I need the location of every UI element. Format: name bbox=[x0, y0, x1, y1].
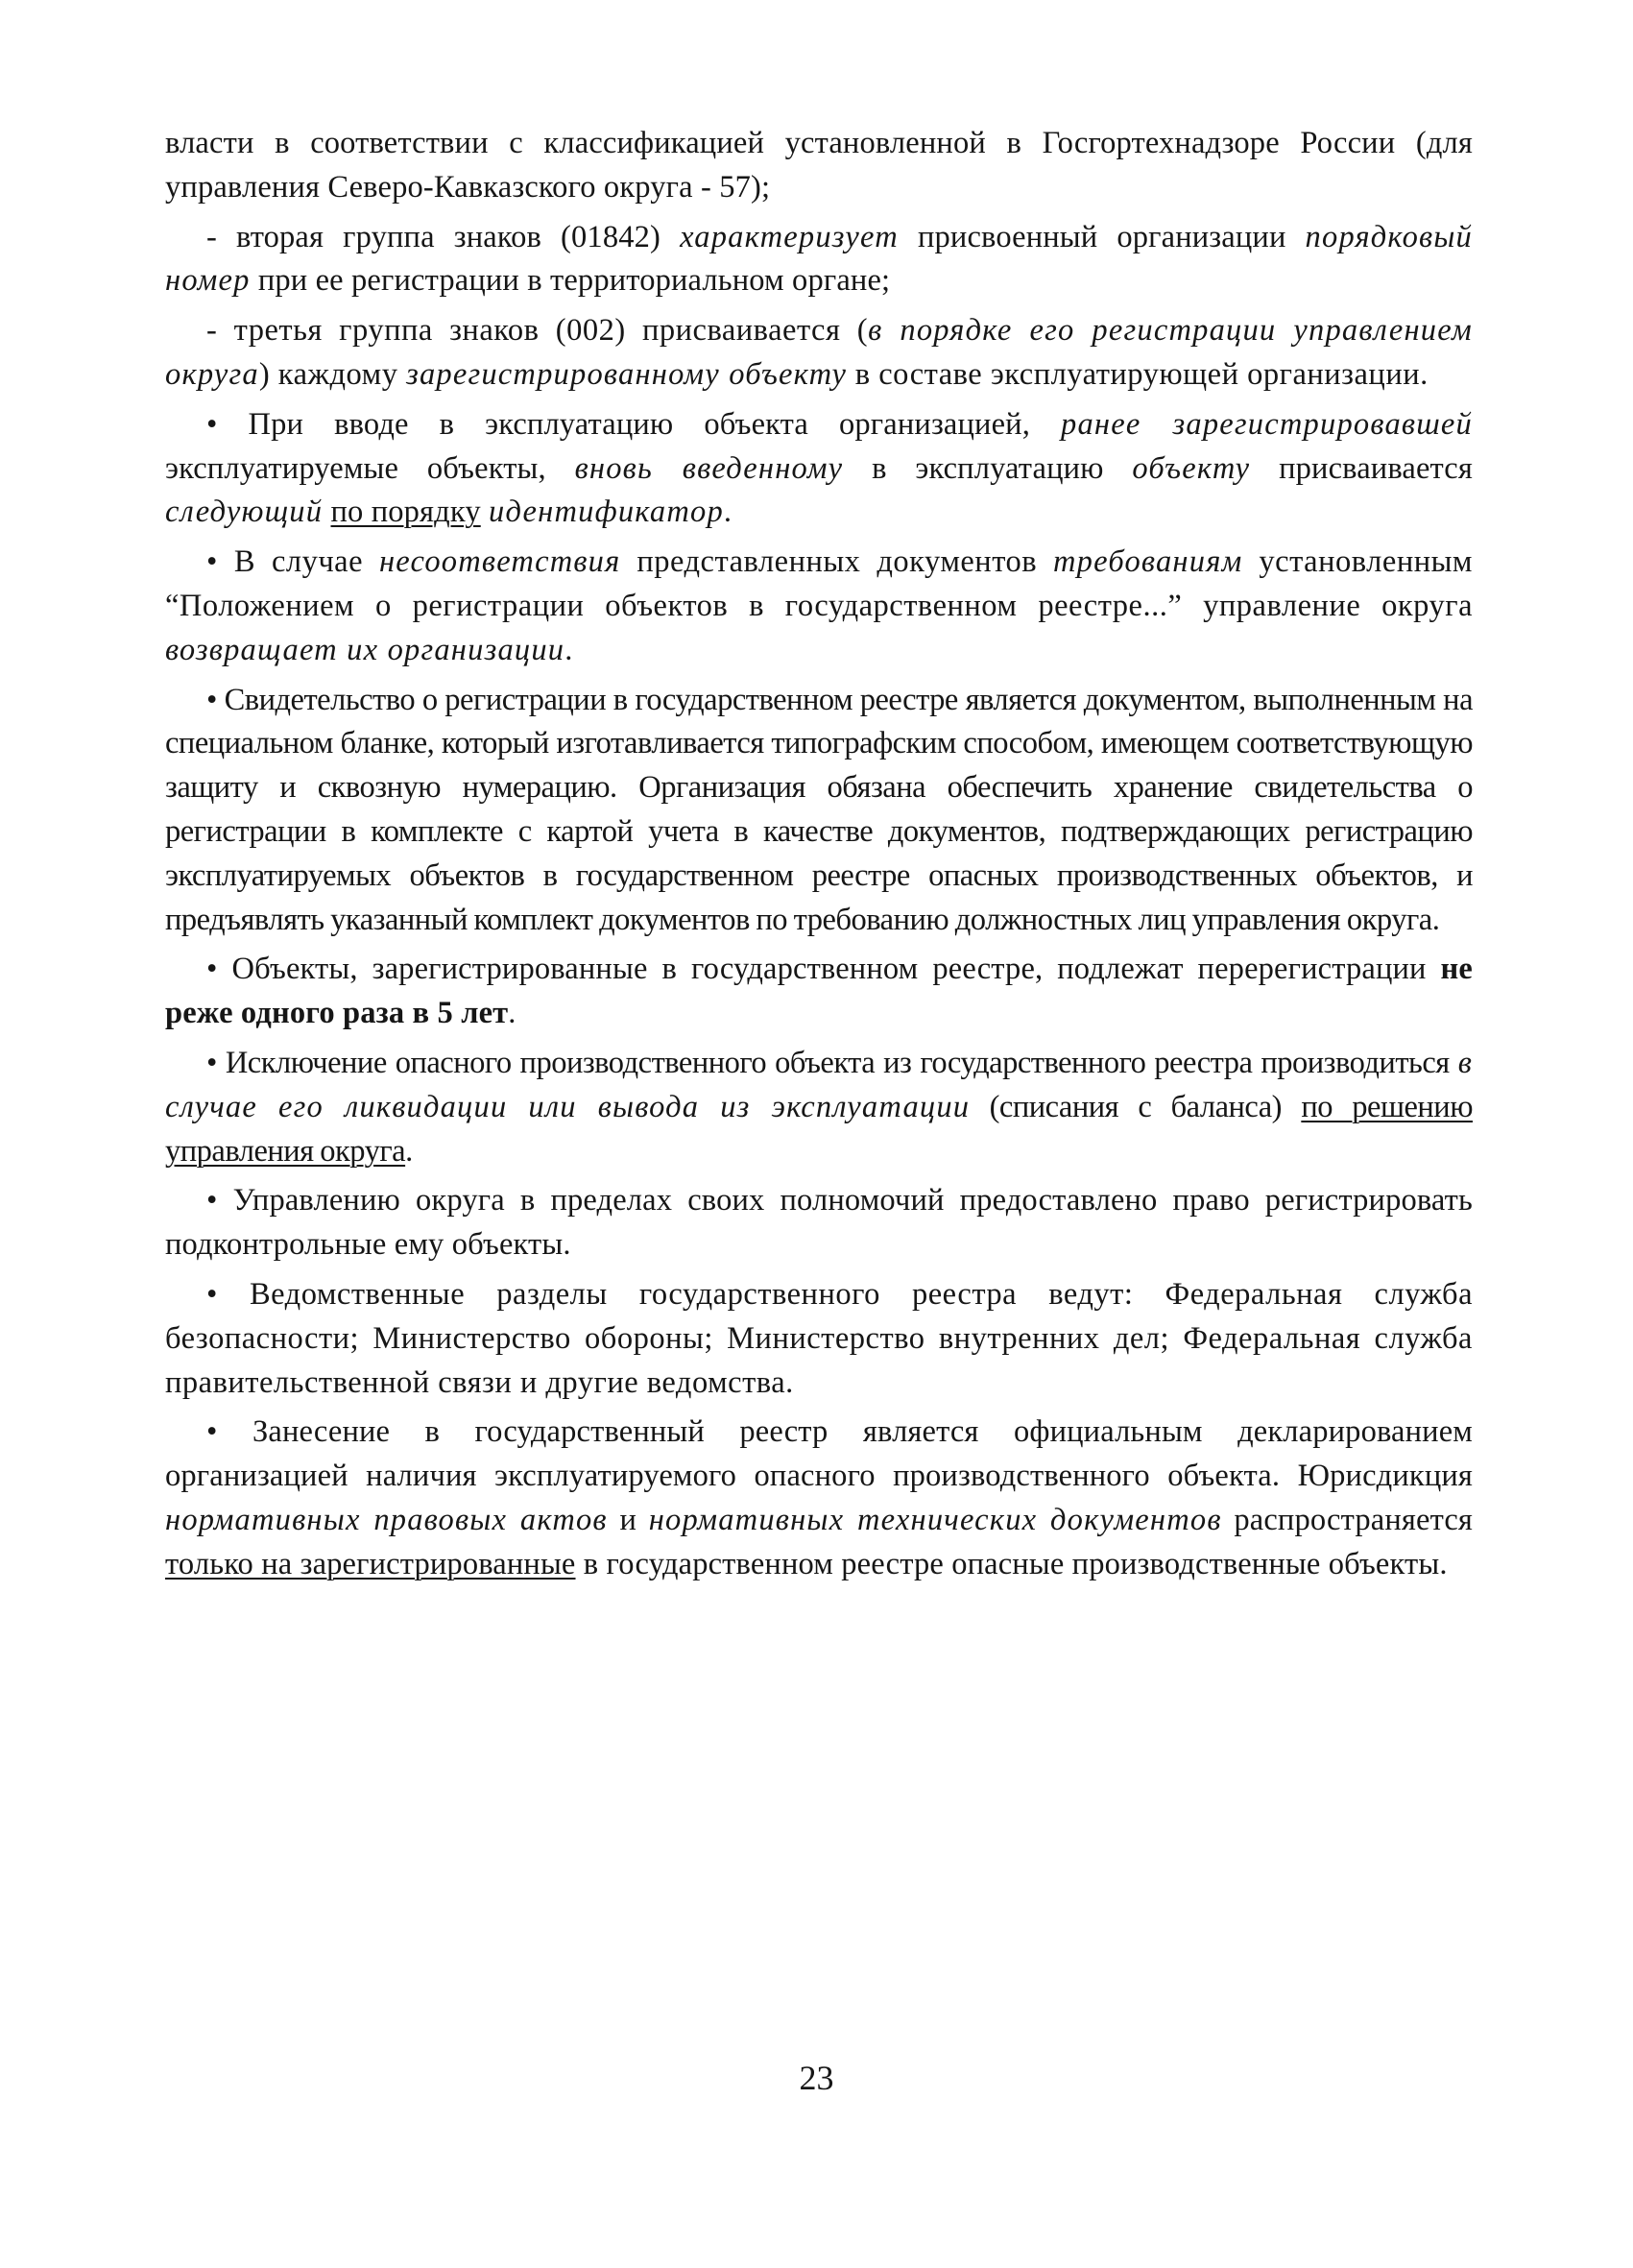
text-run: в случае его ликвидации или вывода из эксплуатации bbox=[165, 1045, 1473, 1124]
text-run: в эксплуатацию bbox=[843, 450, 1133, 486]
text-run: • Занесение в государственный реестр является официальным декларированием организацией наличия эксплуатируемого опасного производственного объекта. Юрисдикция bbox=[165, 1414, 1473, 1494]
text-run: ранее зарегистрировавшей bbox=[1061, 406, 1474, 442]
text-run: • Исключение опасного производственного объекта из государственного реестра производиться bbox=[206, 1045, 1458, 1080]
text-run: власти в соответствии с классификацией установленной в Госгортехнадзоре России (для управления Северо-Кавказского округа - 57); bbox=[165, 126, 1473, 205]
text-run bbox=[481, 495, 489, 529]
text-run: порядковый номер bbox=[165, 219, 1473, 299]
paragraph bbox=[165, 1411, 1473, 1586]
text-run: по решению управления округа bbox=[165, 1089, 1473, 1169]
text-run: присваивается bbox=[1250, 450, 1473, 486]
paragraph bbox=[165, 216, 1473, 304]
text-run: идентификатор bbox=[489, 495, 724, 530]
text-run: несоответствия bbox=[378, 544, 621, 580]
text-run: присвоенный организации bbox=[898, 219, 1306, 254]
text-run: • Объекты, зарегистрированные в государственном реестре, подлежат перерегистрации bbox=[206, 952, 1441, 987]
text-run: не реже одного раза в 5 лет bbox=[165, 952, 1473, 1031]
text-run: зарегистрированному объекту bbox=[406, 356, 848, 392]
paragraph bbox=[165, 1273, 1473, 1405]
text-run: при ее регистрации в территориальном органе; bbox=[250, 263, 891, 299]
text-run: • При вводе в эксплуатацию объекта организацией, bbox=[206, 406, 1061, 442]
text-run: (списания с баланса) bbox=[970, 1089, 1302, 1124]
text-run: - вторая группа знаков (01842) bbox=[206, 219, 681, 254]
text-run: • Свидетельство о регистрации в государственном реестре является документом, выполненным на специальном бланке, который изготавливается типографским способом, имеющем соответствующую защиту и сквозную нумерацию. Организация обязана обеспечить хранение свидетельства о регистрации в комплекте с картой учета в качестве документов, подтверждающих регистрацию эксплуатируемых объектов в государственном реестре опасных производственных объектов, и предъявлять указанный комплект документов по требованию должностных лиц управления округа. bbox=[165, 682, 1473, 937]
paragraph bbox=[165, 1179, 1473, 1267]
text-run: вновь введенному bbox=[574, 450, 844, 486]
paragraph bbox=[165, 948, 1473, 1036]
paragraph bbox=[165, 679, 1473, 943]
text-run: • Ведомственные разделы государственного реестра ведут: Федеральная служба безопасности; Министерство обороны; Министерство внутренних дел; Федеральная служба правительственной связи и другие ведомства. bbox=[165, 1276, 1473, 1400]
text-run: по порядку bbox=[330, 495, 481, 530]
text-run: распространяется bbox=[1221, 1502, 1473, 1537]
paragraph bbox=[165, 122, 1473, 210]
text-run: в составе эксплуатирующей организации. bbox=[847, 356, 1429, 392]
text-run: в порядке его регистрации управлением округа bbox=[165, 313, 1473, 392]
body-text bbox=[165, 122, 1473, 1593]
text-run: эксплуатируемые объекты, bbox=[165, 450, 575, 486]
paragraph bbox=[165, 403, 1473, 535]
text-run: нормативных технических документов bbox=[648, 1502, 1222, 1537]
text-run: • Управлению округа в пределах своих полномочий предоставлено право регистрировать подконтрольные ему объекты. bbox=[165, 1183, 1473, 1263]
paragraph bbox=[165, 541, 1473, 672]
text-run: требованиям bbox=[1053, 544, 1243, 580]
text-run: . bbox=[723, 495, 732, 530]
paragraph bbox=[165, 1042, 1473, 1173]
page-number: 23 bbox=[799, 2059, 834, 2097]
text-run: в государственном реестре опасные производственные объекты. bbox=[575, 1546, 1448, 1581]
text-run: . bbox=[405, 1133, 413, 1169]
text-run: установленным “Положением о регистрации объектов в государственном реестре...” управление округа bbox=[165, 544, 1474, 623]
text-run: - третья группа знаков (002) присваивается ( bbox=[206, 313, 869, 349]
text-run: • В случае bbox=[206, 544, 379, 580]
text-run: . bbox=[508, 996, 516, 1031]
text-run: следующий bbox=[165, 495, 324, 530]
text-run: нормативных правовых актов bbox=[165, 1502, 608, 1537]
paragraph bbox=[165, 309, 1473, 398]
text-run: . bbox=[564, 632, 573, 667]
text-run: только на зарегистрированные bbox=[165, 1546, 576, 1581]
text-run: характеризует bbox=[680, 219, 899, 254]
text-run bbox=[323, 495, 330, 529]
text-run: ) каждому bbox=[258, 356, 407, 392]
text-run: представленных документов bbox=[620, 544, 1054, 580]
text-run: и bbox=[607, 1502, 649, 1537]
text-run: объекту bbox=[1132, 450, 1251, 486]
text-run: возвращает их организации bbox=[165, 632, 565, 667]
